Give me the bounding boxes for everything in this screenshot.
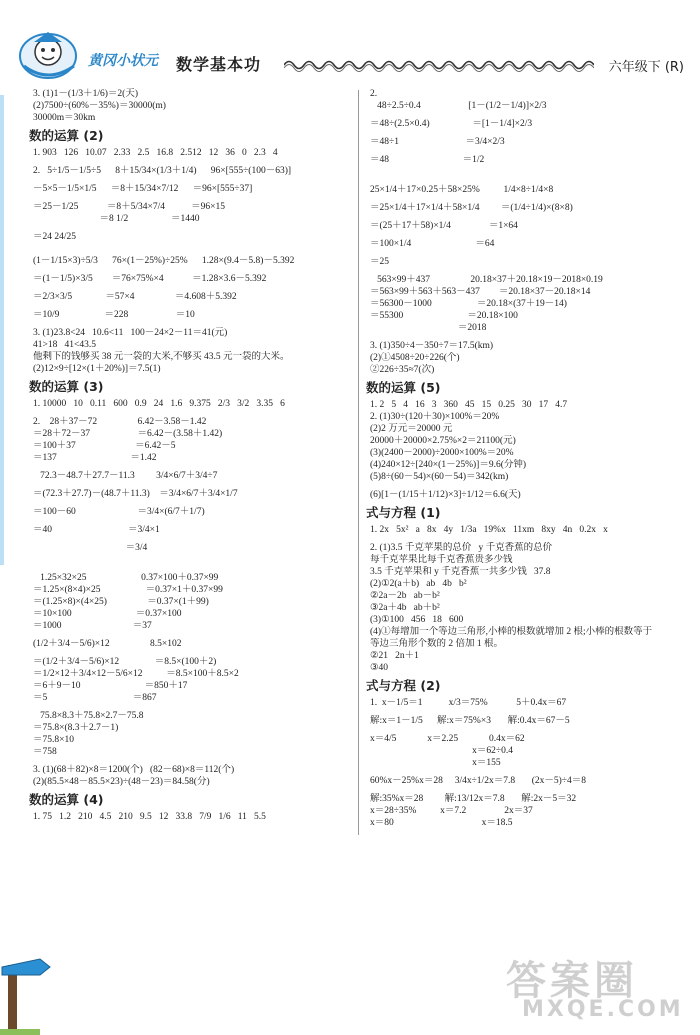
section-heading: 数的运算 (2) (29, 128, 104, 143)
answer-block (370, 399, 690, 501)
section-heading: 式与方程 (1) (366, 505, 441, 520)
answer-line: 1. 75 1.2 210 4.5 210 9.5 12 33.8 7/9 1/6 11 5.5 (33, 812, 266, 822)
answer-line: ＝100＋37 ＝6.42－5 (33, 441, 176, 451)
answer-line: x＝155 (370, 758, 501, 768)
answer-line: (2)①4508÷20÷226(个) (370, 353, 460, 363)
answer-line: 2. (1)3.5 千克苹果的总价 y 千克香蕉的总价 (370, 543, 553, 553)
answer-line: ＝(1/2＋3/4－5/6)×12 ＝8.5×(100＋2) (33, 657, 217, 667)
answer-line: 25×1/4＋17×0.25＋58×25% 1/4×8÷1/4×8 (370, 185, 554, 195)
answer-line: ＝55300 ＝20.18×100 (370, 311, 518, 321)
answer-line: ＝56300－1000 ＝20.18×(37＋19－14) (370, 299, 567, 309)
answer-line: 他剩下的钱够买 38 元一袋的大米,不够买 43.5 元一袋的大米。 (33, 352, 290, 362)
answer-line: ＝(1－1/5)×3/5 ＝76×75%×4 ＝1.28×3.6－5.392 (33, 274, 267, 284)
signpost-icon (0, 945, 70, 1035)
answer-line: ＝10×100 ＝0.37×100 (33, 609, 182, 619)
answer-line: 3. (1)23.8<24 10.6<11 100－24×2－11＝41(元) (33, 328, 228, 338)
answer-line: 30000m＝30km (33, 113, 96, 123)
answer-line: ＝1000 ＝37 (33, 621, 152, 631)
answer-block (33, 88, 351, 124)
right-column (366, 88, 690, 868)
answer-line: 3. (1)(68＋82)×8＝1200(个) (82－68)×8＝112(个) (33, 765, 235, 775)
answer-line: 1. x－1/5＝1 x/3＝75% 5＋0.4x＝67 (370, 698, 567, 708)
answer-line: x＝80 x＝18.5 (370, 818, 513, 828)
brand-name: 黄冈小状元 (88, 53, 158, 69)
answer-line: －5×5－1/5×1/5 ＝8＋15/34×7/12 ＝96×[555÷37] (33, 184, 253, 194)
answer-block (370, 697, 690, 829)
answer-block (33, 398, 351, 788)
answer-line: ＝(1.25×8)×(4×25) ＝0.37×(1＋99) (33, 597, 209, 607)
answer-line (33, 243, 351, 255)
answer-line: ②2a－2b ab－b² (370, 591, 440, 601)
decorative-wave-icon (284, 58, 594, 72)
answer-line: ＝75.8×10 (33, 735, 74, 745)
answer-line: ＝2018 (370, 323, 487, 333)
answer-line: 2. (370, 89, 461, 99)
answer-line: 41>18 41<43.5 (33, 340, 96, 350)
mascot-logo-icon (14, 22, 84, 82)
answer-line: ＝1/2×12＋3/4×12－5/6×12 ＝8.5×100＋8.5×2 (33, 669, 239, 679)
answer-line: x＝4/5 x＝2.25 0.4x＝62 (370, 734, 525, 744)
column-divider (358, 90, 359, 835)
answer-line: ＝2/3×3/5 ＝57×4 ＝4.608＋5.392 (33, 292, 237, 302)
answer-line: ＝100×1/4 ＝64 (370, 239, 495, 249)
answer-line: (1－1/15×3)÷5/3 76×(1－25%)÷25% 1.28×(9.4－5.8)－5.392 (33, 256, 295, 266)
answer-line: 等边三角形个数的 2 倍加 1 根。 (370, 639, 504, 649)
answer-line: (5)8÷(60－54)×(60－54)＝342(km) (370, 472, 509, 482)
answer-line: 48÷2.5÷0.4 [1－(1/2－1/4)]×2/3 (370, 101, 547, 111)
section-heading: 数的运算 (4) (29, 792, 104, 807)
answer-line: ＝758 (33, 747, 57, 757)
left-margin-strip (0, 95, 4, 565)
answer-line: 72.3－48.7＋27.7－11.3 3/4×6/7＋3/4÷7 (33, 471, 218, 481)
answer-line: (4)①每增加一个等边三角形,小棒的根数就增加 2 根;小棒的根数等于 (370, 627, 653, 637)
section-heading: 数的运算 (3) (29, 379, 104, 394)
answer-line: ＝6＋9－10 ＝850＋17 (33, 681, 188, 691)
answer-line: ＝75.8×(8.3＋2.7－1) (33, 723, 119, 733)
answer-line: 2. 5÷1/5－1/5÷5 8＋15/34×(1/3＋1/4) 96×[555÷(100－63)] (33, 166, 292, 176)
answer-line: ＝25×1/4＋17×1/4＋58×1/4 ＝(1/4÷1/4)×(8×8) (370, 203, 573, 213)
answer-line (33, 554, 351, 566)
left-column (29, 88, 351, 988)
answer-line: (3)(2400－2000)÷2000×100%＝20% (370, 448, 514, 458)
answer-line: ＝137 ＝1.42 (33, 453, 157, 463)
answer-line: (2)12×9÷[12×(1＋20%)]＝7.5(1) (33, 364, 161, 374)
answer-line: ＝48 ＝1/2 (370, 155, 485, 165)
answer-line: 2. 28＋37－72 6.42－3.58－1.42 (33, 417, 207, 427)
answer-line: ＝48÷1 ＝3/4×2/3 (370, 137, 505, 147)
answer-line: 1.25×32×25 0.37×100＋0.37×99 (33, 573, 219, 583)
answer-line: (2)7500÷(60%－35%)＝30000(m) (33, 101, 166, 111)
book-title: 数学基本功 (176, 55, 262, 74)
answer-line: ＝5 ＝867 (33, 693, 157, 703)
answer-line: ＝10/9 ＝228 ＝10 (33, 310, 195, 320)
answer-line: ＝563×99＋563＋563－437 ＝20.18×37－20.18×14 (370, 287, 591, 297)
answer-line: ＝40 ＝3/4×1 (33, 525, 160, 535)
answer-block (370, 524, 690, 674)
answer-line: (2)2 万元＝20000 元 (370, 424, 453, 434)
answer-line: x＝62÷0.4 (370, 746, 513, 756)
answer-line: 1. 2x 5x² a 8x 4y 1/3a 19%x 11xm 8xy 4n 0.2x x (370, 525, 608, 535)
answer-line: 2. (1)30÷(120＋30)×100%＝20% (370, 412, 500, 422)
answer-line: ＝25 (370, 257, 390, 267)
answer-line: (2)(85.5×48－85.5×23)÷(48－23)＝84.58(分) (33, 777, 210, 787)
answer-line (370, 166, 690, 178)
answer-line: 解:x＝1－1/5 解:x＝75%×3 解:0.4x＝67－5 (370, 716, 570, 726)
answer-line: 解:35%x＝28 解:13/12x＝7.8 解:2x－5＝32 (370, 794, 577, 804)
answer-line: ＝100－60 ＝3/4×(6/7＋1/7) (33, 507, 205, 517)
answer-line: 1. 903 126 10.07 2.33 2.5 16.8 2.512 12 36 0 2.3 4 (33, 148, 278, 158)
answer-line: 1. 2 5 4 16 3 360 45 15 0.25 30 17 4.7 (370, 400, 568, 410)
answer-line: (6)[1－(1/15＋1/12)×3]÷1/12＝6.6(天) (370, 490, 521, 500)
grade-label: 六年级下 (R) (608, 60, 684, 75)
answer-line: 3. (1)1－(1/3＋1/6)＝2(天) (33, 89, 139, 99)
answer-line: ＝48÷(2.5×0.4) ＝[1－1/4]×2/3 (370, 119, 533, 129)
answer-line: ＝28＋72－37 ＝6.42－(3.58＋1.42) (33, 429, 223, 439)
answer-block (370, 88, 690, 376)
section-heading: 式与方程 (2) (366, 678, 441, 693)
answer-line: ②21 2n＋1 (370, 651, 419, 661)
answer-line: ＝24 24/25 (33, 232, 77, 242)
answer-line: 1. 10000 10 0.11 600 0.9 24 1.6 9.375 2/3 3/2 3.35 6 (33, 399, 285, 409)
answer-line: ＝25－1/25 ＝8＋5/34×7/4 ＝96×15 (33, 202, 226, 212)
answer-block (33, 147, 351, 375)
answer-line: 563×99＋437 20.18×37＋20.18×19－2018×0.19 (370, 275, 603, 285)
answer-line: (3)①100 456 18 600 (370, 615, 464, 625)
answer-block (33, 811, 351, 823)
answer-line: 60%x－25%x＝28 3/4x÷1/2x＝7.8 (2x－5)÷4＝8 (370, 776, 586, 786)
answer-line: 75.8×8.3＋75.8×2.7－75.8 (33, 711, 144, 721)
answer-line: (2)①2(a＋b) ab 4b b² (370, 579, 467, 589)
section-heading: 数的运算 (5) (366, 380, 441, 395)
answer-line: ＝(72.3＋27.7)－(48.7＋11.3) ＝3/4×6/7＋3/4×1/7 (33, 489, 238, 499)
answer-line: 3. (1)350÷4－350÷7＝17.5(km) (370, 341, 494, 351)
answer-line: 每千克苹果比每千克香蕉贵多少钱 (370, 555, 513, 565)
answer-line: 20000＋20000×2.75%×2＝21100(元) (370, 436, 516, 446)
answer-line: 3.5 千克苹果和 y 千克香蕉一共多少钱 37.8 (370, 567, 551, 577)
answer-line: (4)240×12÷[240×(1－25%)]＝9.6(分钟) (370, 460, 527, 470)
answer-line: ③40 (370, 663, 389, 673)
page-header (0, 0, 700, 88)
answer-line: (1/2＋3/4－5/6)×12 8.5×102 (33, 639, 182, 649)
answer-line: ＝(25＋17＋58)×1/4 ＝1×64 (370, 221, 518, 231)
answer-line: ＝8 1/2 ＝1440 (33, 214, 200, 224)
answer-line: x＝28÷35% x＝7.2 2x＝37 (370, 806, 533, 816)
watermark: 答案圈 MXQE.COM (506, 958, 684, 1022)
answer-line: ＝1.25×(8×4)×25 ＝0.37×1＋0.37×99 (33, 585, 223, 595)
answer-line: ②226÷35≈7(次) (370, 365, 435, 375)
answer-line: ③2a＋4b ab＋b² (370, 603, 440, 613)
answer-line: ＝3/4 (33, 543, 148, 553)
